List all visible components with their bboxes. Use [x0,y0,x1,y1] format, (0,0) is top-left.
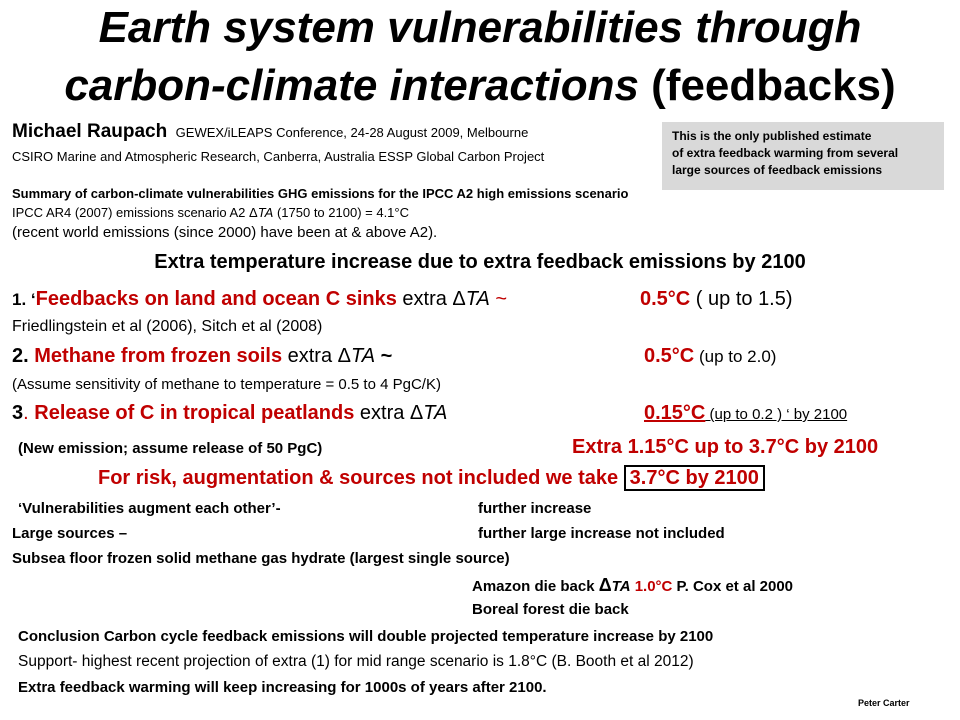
item-1-value: 0.5°C [640,288,691,310]
title-line-1 [0,2,960,54]
conclusion-line-1: Conclusion Carbon cycle feedback emissions will double projected temperature increase by 2100 [18,628,714,645]
note-line-3: large sources of feedback emissions [672,163,883,177]
title-line-2 [0,60,960,112]
note-line-2: of extra feedback warming from several [672,146,899,160]
affiliation: CSIRO Marine and Atmospheric Research, Canberra, Australia ESSP Global Carbon Project [12,149,545,164]
item-2-label: Methane from frozen soils [34,345,283,367]
summary-line-1-post: (1750 to 2100) = 4.1°C [273,205,409,220]
title-line-1-text: Earth system vulnerabilities through [98,3,862,52]
vuln-left-1: ‘Vulnerabilities augment each other’- [18,500,281,517]
item-3-ta: TA [423,402,448,424]
item-1-tilde: ~ [489,288,508,310]
vuln-left-2: Large sources – [12,525,128,542]
boreal-line: Boreal forest die back [472,601,629,618]
title-line-2-plain: (feedbacks) [638,61,896,110]
item-3-range: (up to 0.2 ) ‘ by 2100 [705,406,848,423]
summary-line-1-ta: TA [257,205,274,220]
amazon-pre: Amazon die back [472,578,599,595]
vuln-right-1: further increase [478,500,592,517]
amazon-post: P. Cox et al 2000 [672,578,794,595]
summary-line-1-pre: IPCC AR4 (2007) emissions scenario A2 Δ [12,205,258,220]
item-3-dot: . [23,402,35,424]
item-2-tilde: ~ [375,345,393,367]
amazon-value: 1.0°C [630,578,673,595]
author-line [12,121,528,143]
section-heading: Extra temperature increase due to extra feedback emissions by 2100 [154,251,806,273]
item-2-extra: extra Δ [282,345,351,367]
item-3-extra: extra Δ [354,402,424,424]
footer-author: Peter Carter [858,698,910,708]
risk-text: For risk, augmentation & sources not included we take [98,467,624,489]
item-1-value-line [640,288,793,311]
item-2-range: (up to 2.0) [694,347,777,366]
conclusion-line-2: Support- highest recent projection of extra (1) for mid range scenario is 1.8°C (B. Booth et al 2012) [18,653,694,670]
item-1-number: 1. ‘ [12,290,36,309]
summary-line-1 [12,205,409,220]
amazon-delta: Δ [598,575,612,595]
item-2-ta: TA [351,345,376,367]
item-1-ta: TA [465,288,490,310]
item-1-label: Feedbacks on land and ocean C sinks [35,288,397,310]
item-2-value: 0.5°C [644,345,695,367]
item-3-value-line [644,402,847,425]
item-3-number: 3 [12,402,24,424]
item-1-line [12,288,507,311]
note-box [662,122,944,190]
item-2-value-line [644,345,776,368]
conference: GEWEX/iLEAPS Conference, 24-28 August 2009, Melbourne [175,125,529,140]
item-3-note: (New emission; assume release of 50 PgC) [18,440,323,457]
item-1-note: Friedlingstein et al (2006), Sitch et al (2008) [12,318,323,335]
item-2-line [12,345,392,368]
author-name: Michael Raupach [12,121,168,142]
title-line-2-italic: carbon-climate interactions [64,61,639,110]
item-3-line [12,402,447,425]
vuln-right-2: further large increase not included [478,525,725,542]
item-2-note: (Assume sensitivity of methane to temperature = 0.5 to 4 PgC/K) [12,376,441,393]
total-line: Extra 1.15°C up to 3.7°C by 2100 [572,436,879,458]
item-2-number: 2. [12,345,35,367]
amazon-line [472,575,793,596]
item-3-label: Release of C in tropical peatlands [34,402,355,424]
note-line-1: This is the only published estimate [672,129,872,143]
risk-boxed-value: 3.7°C by 2100 [624,465,765,491]
item-1-extra: extra Δ [396,288,466,310]
conclusion-line-3: Extra feedback warming will keep increasing for 1000s of years after 2100. [18,679,547,696]
vuln-line-3: Subsea floor frozen solid methane gas hydrate (largest single source) [12,550,510,567]
item-1-range: ( up to 1.5) [690,288,793,310]
risk-line [98,467,765,490]
item-3-value: 0.15°C [644,402,706,424]
summary-heading: Summary of carbon-climate vulnerabilities GHG emissions for the IPCC A2 high emissions scenario [12,186,629,201]
amazon-ta: TA [611,578,631,595]
summary-line-2: (recent world emissions (since 2000) have been at & above A2). [12,224,438,241]
